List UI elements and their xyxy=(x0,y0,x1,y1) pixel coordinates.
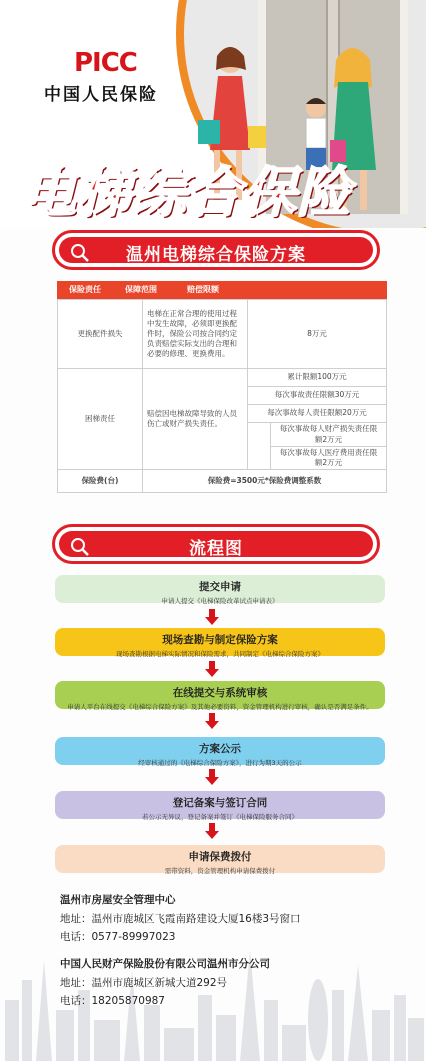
row2-limit-4: 每次事故每人财产损失责任限额2万元 xyxy=(270,422,387,447)
row2-limit-5: 每次事故每人医疗费用责任限额2万元 xyxy=(270,446,387,470)
flow-banner-title: 流程图 xyxy=(189,539,243,559)
contact-section xyxy=(60,892,400,1011)
flow-step-title: 申请保费拨付 xyxy=(188,851,252,863)
row2-limit-1: 累计限额100万元 xyxy=(247,368,387,387)
contact-phone-2: 电话：18205870987 xyxy=(60,995,165,1007)
contact-org-2: 中国人民财产保险股份有限公司温州市分公司 xyxy=(60,958,270,970)
premium-value: 保险费=3500元*保险费调整系数 xyxy=(142,469,387,493)
row2-scope: 赔偿因电梯故障导致的人员伤亡或财产损失责任。 xyxy=(142,368,248,470)
flow-step-title: 提交申请 xyxy=(199,581,241,593)
flow-step-1 xyxy=(55,575,385,603)
table-header-limit: 赔偿限额 xyxy=(187,285,219,294)
row1-limit: 8万元 xyxy=(247,299,387,369)
flow-step-desc: 需带资料，资金管理机构申请保费拨付 xyxy=(164,867,276,875)
row2-limit-3: 每次事故每人责任限额20万元 xyxy=(247,404,387,423)
row1-scope: 电梯在正常合理的使用过程中发生故障，必须即更换配件时，保险公司按合同约定负责赔偿实际支出的合理和必要的修理、更换费用。 xyxy=(142,299,248,369)
contact-phone-1: 电话：0577-89997023 xyxy=(60,931,176,943)
flow-step-desc: 若公示无异议，登记备案并签订《电梯保险服务合同》 xyxy=(142,813,298,821)
flow-step-title: 现场查勘与制定保险方案 xyxy=(162,634,278,646)
row1-duty: 更换配件损失 xyxy=(57,299,143,369)
plan-banner-title: 温州电梯综合保险方案 xyxy=(126,245,306,265)
main-title: 电梯综合保险 xyxy=(22,161,352,224)
flow-step-desc: 经审核通过的《电梯综合保险方案》，进行为期3天的公示 xyxy=(138,759,302,767)
flow-step-desc: 申请人平台在线提交《电梯综合保险方案》及其他必要资料，资金管理机构进行审核，确认是否满足条件。 xyxy=(67,703,373,711)
table-header-row xyxy=(57,281,387,299)
contact-org-1: 温州市房屋安全管理中心 xyxy=(60,894,176,906)
row2-limit-2: 每次事故责任限额30万元 xyxy=(247,386,387,405)
flow-step-desc: 现场查勘根据电梯实际情况和保险需求，共同制定《电梯综合保险方案》 xyxy=(116,650,324,658)
company-name: 中国人民保险 xyxy=(44,85,158,105)
plan-banner xyxy=(52,230,380,270)
contact-address-2: 地址：温州市鹿城区新城大道292号 xyxy=(60,977,228,989)
flow-step-3 xyxy=(55,681,385,709)
flow-step-2 xyxy=(55,628,385,656)
table-header-scope: 保障范围 xyxy=(125,285,157,294)
flow-step-title: 方案公示 xyxy=(199,743,241,755)
picc-logo: PICC xyxy=(74,48,137,78)
table-header-duty: 保险责任 xyxy=(69,285,101,294)
flow-step-5 xyxy=(55,791,385,819)
header-illustration xyxy=(0,0,426,228)
flow-step-6 xyxy=(55,845,385,873)
row2-duty: 困梯责任 xyxy=(57,368,143,470)
flow-step-title: 在线提交与系统审核 xyxy=(172,687,268,699)
row2-limit-spacer xyxy=(247,422,271,470)
flow-banner xyxy=(52,524,380,564)
contact-address-1: 地址：温州市鹿城区飞霞南路建设大厦16楼3号窗口 xyxy=(60,913,301,925)
premium-label: 保险费(台) xyxy=(57,469,143,493)
flow-step-title: 登记备案与签订合同 xyxy=(172,797,268,809)
flow-step-4 xyxy=(55,737,385,765)
flow-step-desc: 申请人提交《电梯保险改革试点申请表》 xyxy=(161,597,279,605)
